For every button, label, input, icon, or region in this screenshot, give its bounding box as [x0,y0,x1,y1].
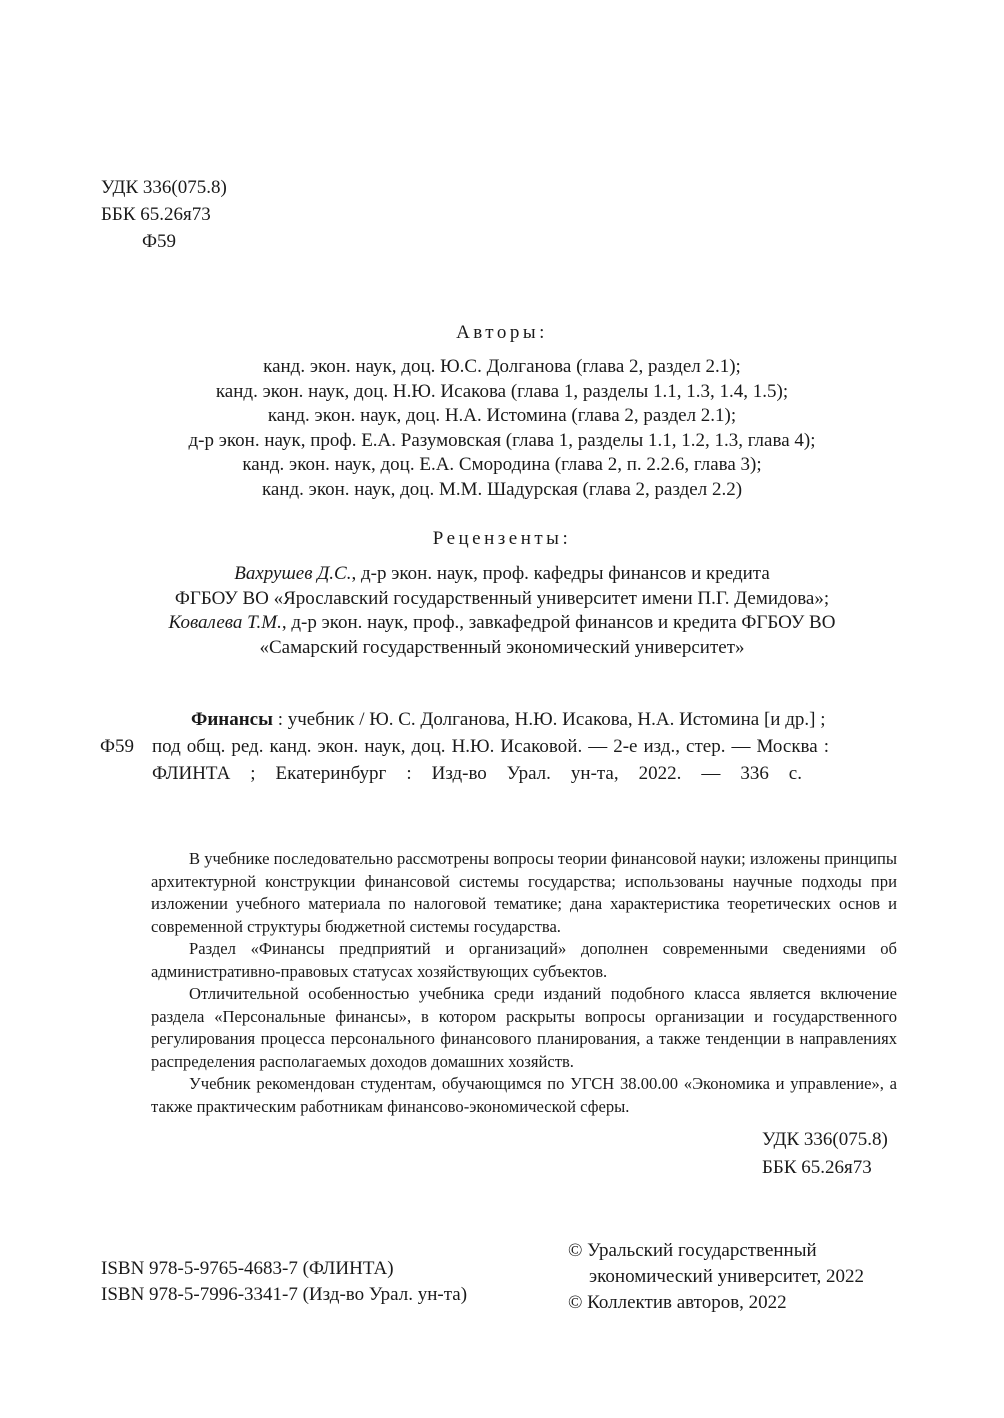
author-mark: Ф59 [100,736,135,757]
footer-classification-codes [762,1126,888,1182]
author-line: канд. экон. наук, доц. Ю.С. Долганова (глава 2, раздел 2.1); [263,356,741,377]
bibliography-text: : учебник / Ю. С. Долганова, Н.Ю. Исакова, Н.А. Истомина [и др.] ; [272,709,826,730]
annotation [151,848,897,1118]
bibliography-line [100,706,829,733]
author-line: канд. экон. наук, доц. Н.Ю. Исакова (глава 1, разделы 1.1, 1.3, 1.4, 1.5); [215,380,789,402]
book-title: Финансы [191,709,273,730]
bibliography-line [100,733,829,760]
author-line: канд. экон. наук, доц. Н.А. Истомина (глава 2, раздел 2.1); [267,405,737,426]
isbn-block [101,1256,467,1308]
isbn-line: ISBN 978-5-7996-3341-7 (Изд-во Урал. ун-та) [101,1284,468,1305]
author-mark: Ф59 [142,231,177,252]
bbk-code: ББК 65.26я73 [762,1157,872,1178]
udc-code: УДК 336(075.8) [762,1129,888,1150]
annotation-paragraph: В учебнике последовательно рассмотрены вопросы теории финансовой науки; изложены принципы архитектурной конструкции финансовой системы государства; использованы научные подходы при изложении учебного материала по налоговой тематике; дана характеристика теоретических основ и современной структуры бюджетной системы государства. [151,849,897,936]
author-line: канд. экон. наук, доц. М.М. Шадурская (глава 2, раздел 2.2) [261,478,743,500]
reviewers-list [0,562,1004,660]
bibliography-text: под общ. ред. канд. экон. наук, доц. Н.Ю. Исаковой. — 2-е изд., стер. — Москва : [152,736,829,757]
classification-codes [101,174,227,255]
copyright-block [568,1238,864,1316]
reviewer-credentials: , д-р экон. наук, проф. кафедры финансов и кредита [351,563,770,584]
udc-code: УДК 336(075.8) [101,177,227,198]
authors-heading: Авторы: [456,322,548,343]
isbn-line: ISBN 978-5-9765-4683-7 (ФЛИНТА) [101,1258,394,1279]
annotation-paragraph: Отличительной особенностью учебника среди изданий подобного класса является включение раздела «Персональные финансы», в котором раскрыты вопросы организации и государственного регулирования процесса персонального финансового планирования, а также тенденции в направлениях распределения располагаемых доходов домашних хозяйств. [151,984,897,1071]
bibliography-line [100,760,829,787]
copyright-line: © Коллектив авторов, 2022 [568,1292,787,1313]
annotation-paragraph: Учебник рекомендован студентам, обучающимся по УГСН 38.00.00 «Экономика и управление», а также практическим работникам финансово-экономической сферы. [151,1074,897,1116]
reviewer-organization: «Самарский государственный экономический университет» [259,636,745,658]
bbk-code: ББК 65.26я73 [101,204,211,225]
reviewer-organization: ФГБОУ ВО «Ярославский государственный университет имени П.Г. Демидова»; [174,587,830,609]
copyright-line: © Уральский государственный [568,1240,817,1261]
bibliographic-record [100,706,829,787]
copyright-line: экономический университет, 2022 [589,1266,864,1287]
authors-list [0,355,1004,502]
reviewer-name: Вахрушев Д.С. [234,563,352,584]
bibliography-text: ФЛИНТА ; Екатеринбург : Изд-во Урал. ун-та, 2022. — 336 с. [152,763,802,784]
reviewer-line [0,611,1004,636]
reviewer-credentials: , д-р экон. наук, проф., завкафедрой финансов и кредита ФГБОУ ВО [281,612,836,633]
reviewers-heading: Рецензенты: [432,528,572,549]
reviewer-name: Ковалева Т.М. [168,612,282,633]
author-line: д-р экон. наук, проф. Е.А. Разумовская (глава 1, разделы 1.1, 1.2, 1.3, глава 4); [188,429,816,451]
annotation-paragraph: Раздел «Финансы предприятий и организаций» дополнен современными сведениями об административно-правовых статусах хозяйствующих субъектов. [151,939,897,981]
author-line: канд. экон. наук, доц. Е.А. Смородина (глава 2, п. 2.2.6, глава 3); [242,454,762,475]
reviewer-line [0,562,1004,587]
